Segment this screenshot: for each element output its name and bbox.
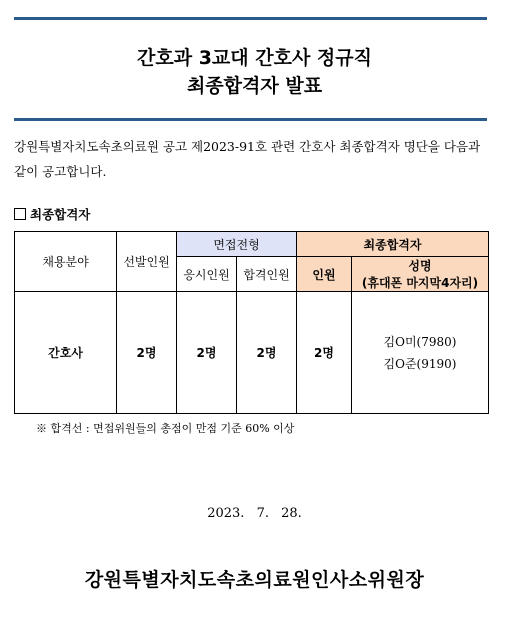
cell-applicants: 2명 [177,292,237,414]
section-heading-label: 최종합격자 [30,207,91,222]
cell-selected: 2명 [117,292,177,414]
section-heading [14,205,90,223]
header-field: 채용분야 [15,232,117,292]
header-name [352,257,489,292]
title-bottom-rule [14,118,487,121]
header-count: 인원 [297,257,352,292]
header-name-label: 성명 [408,259,432,273]
header-final-group: 최종합격자 [297,232,489,257]
cell-names [352,292,489,414]
pass-criteria-note: ※ 합격선 : 면접위원들의 총점이 만점 기준 60% 이상 [36,422,295,435]
cell-field: 간호사 [15,292,117,414]
header-applicants: 응시인원 [177,257,237,292]
cell-count: 2명 [297,292,352,414]
announcement-date: 2023. 7. 28. [207,506,302,521]
passer-name: 김O준(9190) [383,356,457,371]
header-passers: 합격인원 [237,257,297,292]
header-selected: 선발인원 [117,232,177,292]
page-title: 간호과 3교대 간호사 정규직 [137,47,372,69]
cell-passers: 2명 [237,292,297,414]
page-subtitle: 최종합격자 발표 [186,75,323,97]
header-name-sub: (휴대폰 마지막4자리) [361,276,479,290]
passer-name: 김O미(7980) [383,334,457,349]
issuer-name: 강원특별자치도속초의료원인사소위원장 [84,569,425,591]
intro-paragraph: 강원특별자치도속초의료원 공고 제2023-91호 관련 간호사 최종합격자 명단을 다음과 같이 공고합니다. [14,139,481,179]
results-table [14,231,489,414]
checkbox-square-icon [14,208,26,220]
header-interview-group: 면접전형 [177,232,297,257]
top-rule [14,17,487,20]
